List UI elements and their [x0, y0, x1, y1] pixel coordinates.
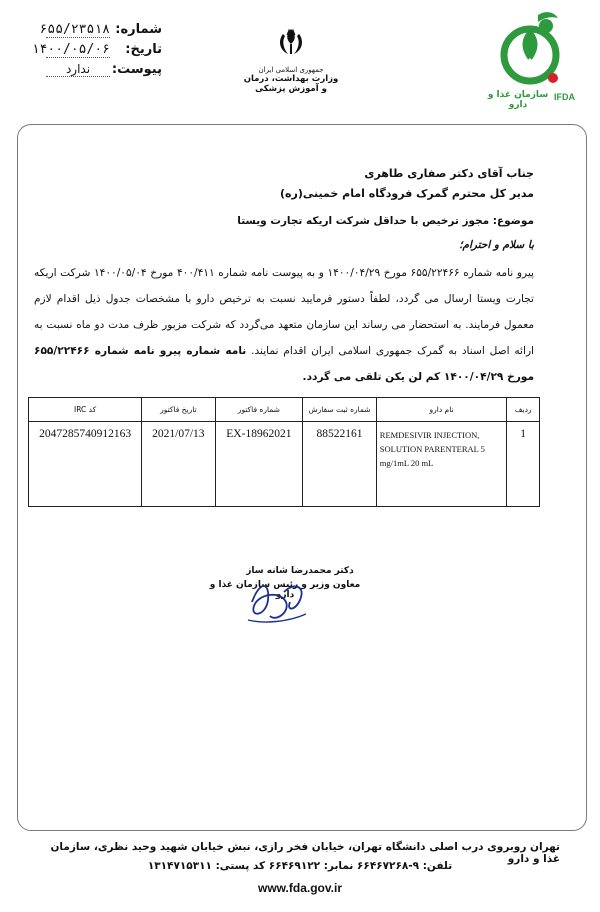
- signer-name: دکتر محمدرضا شانه ساز: [246, 566, 354, 576]
- attachment-label: پیوست:: [111, 62, 162, 77]
- ministry-block: [236, 26, 346, 94]
- header-invoice-date: تاریخ فاکتور: [142, 398, 215, 422]
- recipient-title: مدیر کل محترم گمرک فرودگاه امام خمینی(ره): [280, 187, 534, 200]
- footer-contact: تلفن: ۹-۶۶۴۶۷۲۶۸ نمابر: ۶۶۴۶۹۱۲۲ کد پستی: ۱۳۱۴۷۱۵۳۱۱: [147, 860, 453, 872]
- header-order-reg-no: شماره ثبت سفارش: [303, 398, 377, 422]
- items-table: [28, 397, 540, 507]
- cell-invoice-no: EX-18962021: [215, 422, 303, 507]
- ifda-logo-text-en: IFDA: [554, 92, 575, 102]
- cell-invoice-date: 2021/07/13: [142, 422, 215, 507]
- table-header-row: [29, 398, 540, 422]
- cell-order-reg-no: 88522161: [303, 422, 377, 507]
- ministry-line-2: وزارت بهداشت، درمان: [243, 74, 339, 84]
- body-bold-end: نامه شماره پیرو نامه شماره ۶۵۵/۲۲۴۶۶ مورخ ۱۴۰۰/۰۴/۲۹ کم لن یکن تلقی می گردد.: [34, 345, 534, 383]
- ifda-logo-text-fa: سازمان غذا و دارو: [487, 90, 549, 110]
- body-paragraph: [34, 260, 534, 390]
- date-value: ۱۴۰۰/۰۵/۰۶: [31, 42, 110, 57]
- cell-row-no: 1: [507, 422, 540, 507]
- cell-irc-code: 2047285740912163: [29, 422, 142, 507]
- signer-title: معاون وزیر و رئیس سازمان غذا و دارو: [209, 580, 361, 600]
- number-label: شماره:: [115, 22, 162, 37]
- recipient-name: جناب آقای دکتر صفاری طاهری: [364, 167, 534, 180]
- ministry-line-3: و آموزش پزشکی: [255, 84, 327, 94]
- ministry-line-1: جمهوری اسلامی ایران: [258, 66, 324, 74]
- header-invoice-no: شماره فاکتور: [215, 398, 303, 422]
- letter-meta: [31, 22, 162, 82]
- subject-line: موضوع: مجوز ترخیص با حداقل شرکت اریکه تجارت ویستا: [237, 215, 534, 227]
- footer-address: تهران روبروی درب اصلی دانشگاه تهران، خیابان فخر رازی، نبش خیابان شهید وحید نظری، سازمان غذا و دارو: [50, 841, 560, 865]
- footer-website-link[interactable]: www.fda.gov.ir: [257, 881, 342, 895]
- greeting: با سلام و احترام؛: [459, 239, 534, 251]
- date-label: تاریخ:: [125, 42, 162, 57]
- header-row-no: ردیف: [507, 398, 540, 422]
- header-drug-name: نام دارو: [376, 398, 507, 422]
- ifda-logo-icon: [480, 10, 586, 90]
- header-irc-code: کد IRC: [29, 398, 142, 422]
- cell-drug-name: REMDESIVIR INJECTION, SOLUTION PARENTERAL 5 mg/1mL 20 mL: [376, 422, 507, 507]
- body-text: پیرو نامه شماره ۶۵۵/۲۲۴۶۶ مورخ ۱۴۰۰/۰۴/۲۹ و به پیوست نامه شماره ۴۰۰/۴۱۱ مورخ ۱۴۰۰/۰۵/۰۴ شرکت اریکه تجارت ویستا ارسال می گردد، لطفاً دستور فرمایید نسبت به ترخیص دارو با مشخصات جدول ذیل اقدام لازم معمول فرمایند. به استحضار می رساند این سازمان متعهد می‌گردد که شرکت مزبور ظرف مدت دو ماه نسبت به ارائه اصل اسناد به گمرک جمهوری اسلامی ایران اقدام نمایند.: [34, 267, 534, 357]
- table-row: [29, 422, 540, 507]
- attachment-value: ندارد: [46, 62, 110, 77]
- ifda-logo: [480, 10, 586, 110]
- number-value: ۶۵۵/۲۳۵۱۸: [39, 22, 110, 37]
- handwritten-signature: [240, 572, 320, 628]
- iran-emblem-icon: [274, 26, 308, 60]
